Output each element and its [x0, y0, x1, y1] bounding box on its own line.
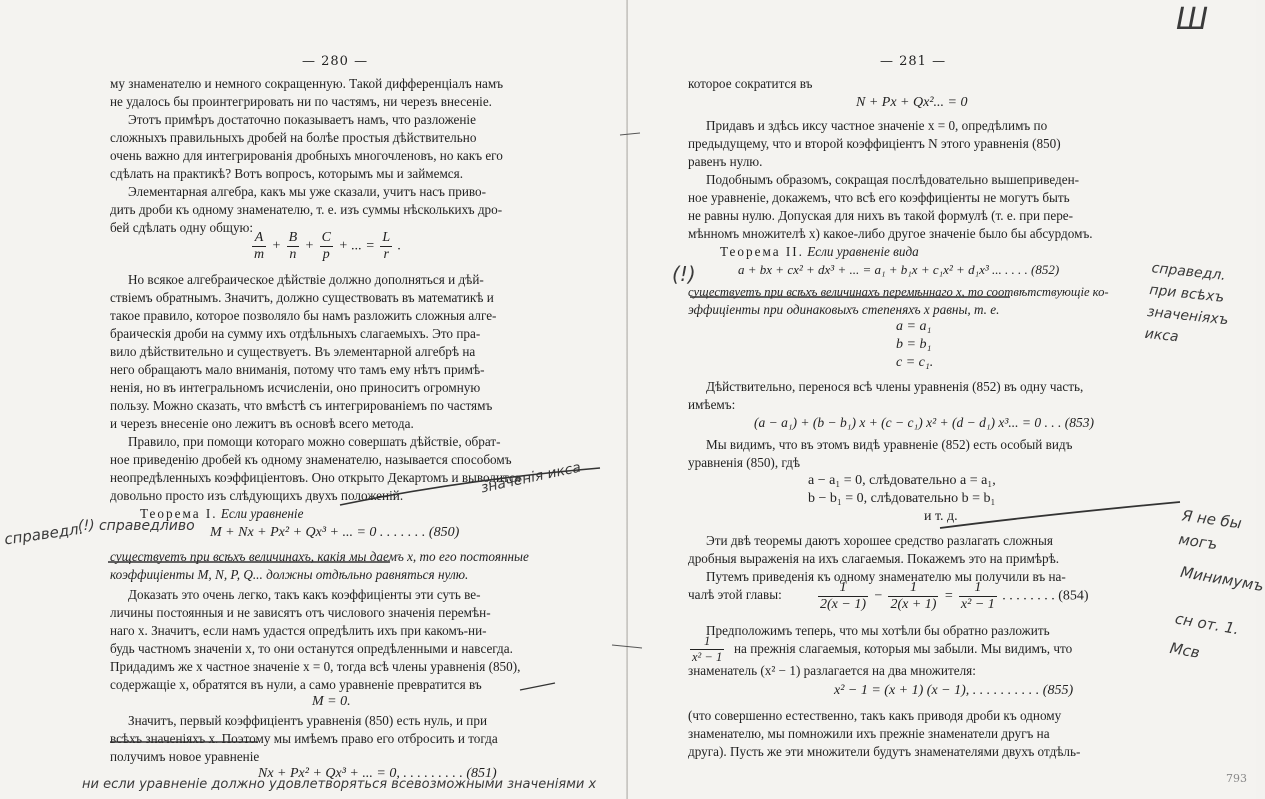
text-line: пользу. Можно сказать, что вмѣстѣ съ интегрированіемъ по частямъ: [110, 398, 493, 413]
text-line: Путемъ приведенія къ одному знаменателю мы получили въ на-: [706, 569, 1066, 584]
inline-fraction: $\frac{1}{\text{x² − 1}}$: [692, 634, 723, 664]
text-line: которое сократится въ: [688, 76, 813, 91]
text-line: личины постоянныя и не зависятъ отъ числового значенія перемѣн-: [110, 605, 491, 620]
theorem-heading: Теорема I. Если уравненіе: [140, 506, 304, 521]
handwritten-mark: Ш: [1176, 2, 1209, 37]
text-line: Придадимъ же x частное значеніе x = 0, тогда всѣ члены уравненія (850),: [110, 659, 521, 674]
text-line: ненія, но въ интегральномъ исчисленіи, оно приноситъ огромную: [110, 380, 481, 395]
handwritten-note: значенія икса: [479, 459, 583, 497]
handwritten-mark: (!): [672, 262, 696, 286]
text-line: эффиціенты при одинаковыхъ степеняхъ x равны, т. е.: [688, 302, 1000, 317]
system-line: b − b₁ = 0, слѣдовательно b = b₁: [808, 491, 996, 506]
text-line: неопредѣленныхъ коэффиціентовъ. Оно открыто Декартомъ и выводится: [110, 470, 521, 485]
text-line: Но всякое алгебраическое дѣйствіе должно дополняться и дѣй-: [128, 272, 484, 287]
text-line: Предположимъ теперь, что мы хотѣли бы обратно разложить: [706, 623, 1050, 638]
text-line: существуетъ при всѣхъ величинахъ перемѣннаго x, то соотвѣтствующіе ко-: [688, 285, 1109, 299]
text-line: довольно просто изъ слѣдующихъ двухъ положеній.: [110, 488, 404, 503]
text-line: сложныхъ правильныхъ дробей на болѣе простыя дѣйствительно: [110, 130, 477, 145]
text-line: наго x. Значитъ, если намъ удастся опредѣлить ихъ при какомъ-ни-: [110, 623, 487, 638]
text-line: Мы видимъ, что въ этомъ видѣ уравненіе (852) есть особый видъ: [706, 437, 1073, 452]
equation-855: x² − 1 = (x + 1) (x − 1), . . . . . . . . . . (855): [834, 683, 1074, 698]
corner-mark: 793: [1226, 772, 1247, 785]
equation-854: $\frac{1}{2(x - 1)}$ − $\frac{1}{2(x + 1)}$ = $\frac{1}{\text{x² − 1}}$ . . . . . . . . (854): [820, 580, 1089, 612]
handwritten-margin-note: справедл.: [3, 519, 85, 549]
text-line: получимъ новое уравненіе: [110, 749, 260, 764]
text-line: очень важно для интегрированія дробныхъ многочленовъ, но какъ его: [110, 148, 503, 163]
text-line: чалѣ этой главы:: [688, 587, 782, 602]
text-line: не равны нулю. Допуская для нихъ въ такой формулѣ (т. е. при пере-: [688, 208, 1074, 223]
system-line: c = c₁.: [896, 355, 934, 370]
page-number: — 280 —: [302, 54, 369, 69]
system-line: и т. д.: [924, 509, 958, 524]
text-line: му знаменателю и немного сокращенную. Такой дифференціалъ намъ: [110, 76, 504, 91]
text-line: Значитъ, первый коэффиціентъ уравненія (850) есть нуль, и при: [128, 713, 488, 728]
text-line: ствіемъ обратнымъ. Значитъ, должно существовать въ математикѣ и: [110, 290, 494, 305]
right-page: [628, 0, 1265, 799]
text-line: Этотъ примѣръ достаточно показываетъ намъ, что разложеніе: [128, 112, 476, 127]
equation-850: M + Nx + Px² + Qx³ + ... = 0 . . . . . . . (850): [210, 525, 460, 540]
equation: N + Px + Qx²... = 0: [856, 95, 968, 110]
text-line: ное приведенію дробей къ одному знаменателю, называется способомъ: [110, 452, 512, 467]
text-line: на прежнія слагаемыя, которыя мы забыли. Мы видимъ, что: [734, 641, 1073, 656]
equation-853: (a − a₁) + (b − b₁) x + (c − c₁) x² + (d − d₁) x³... = 0 . . . (853): [754, 415, 1095, 430]
text-line: Элементарная алгебра, какъ мы уже сказали, учитъ насъ приво-: [128, 184, 487, 199]
system-line: a − a₁ = 0, слѣдовательно a = a₁,: [808, 473, 996, 488]
equation-fraction-sum: $\frac{A}{m}$ + $\frac{B}{n}$ + $\frac{C}{p}$ + ... = $\frac{L}{r}$ .: [254, 230, 402, 262]
text-line: сдѣлать на практикѣ? Вотъ вопросъ, которымъ мы и займемся.: [110, 166, 464, 181]
text-line: него обращаютъ мало вниманія, потому что тамъ ему нѣтъ примѣ-: [110, 362, 485, 377]
handwritten-note: (!) справедливо: [78, 518, 195, 534]
text-line: дить дроби къ одному знаменателю, т. е. изъ суммы нѣсколькихъ дро-: [110, 202, 503, 217]
text-line: уравненія (850), гдѣ: [688, 455, 801, 470]
text-line: и черезъ внесеніе оно лежитъ въ основѣ всего метода.: [110, 416, 414, 431]
text-line: мѣнномъ множителѣ x) какое-либо другое значеніе было бы абсурдомъ.: [688, 226, 1093, 241]
text-line: дробныя выраженія на ихъ слагаемыя. Покажемъ это на примѣрѣ.: [688, 551, 1060, 566]
text-line: браическія дроби на сумму ихъ отдѣльныхъ слагаемыхъ. Это пра-: [110, 326, 481, 341]
text-line: имѣемъ:: [688, 397, 736, 412]
text-line: Подобнымъ образомъ, сокращая послѣдовательно вышеприведен-: [706, 172, 1080, 187]
text-line: коэффиціенты M, N, P, Q... должны отдѣльно равняться нулю.: [110, 567, 469, 582]
text-line: знаменатель (x² − 1) разлагается на два множителя:: [688, 663, 976, 678]
equation-851: Nx + Px² + Qx³ + ... = 0, . . . . . . . . . (851): [258, 766, 497, 781]
text-line: Доказать это очень легко, такъ какъ коэффиціенты эти суть ве-: [128, 587, 481, 602]
text-line: Придавъ и здѣсь иксу частное значеніе x = 0, опредѣлимъ по: [706, 118, 1048, 133]
handwritten-note: ни если уравненіе должно удовлетворяться всевозможными значеніями x: [82, 777, 597, 792]
text-line: содержащіе x, обратятся въ нули, а само уравненіе превратится въ: [110, 677, 482, 692]
text-line: Дѣйствительно, перенося всѣ члены уравненія (852) въ одну часть,: [706, 379, 1084, 394]
text-line: существуетъ при всѣхъ величинахъ, какія мы даемъ x, то его постоянные: [110, 549, 529, 564]
text-line: (что совершенно естественно, такъ какъ приводя дроби къ одному: [688, 708, 1062, 723]
text-line: знаменателю, мы помножили ихъ прежніе знаменатели другъ на: [688, 726, 1050, 741]
handwritten-margin-note: Минимумъ: [1179, 562, 1265, 596]
text-line: всѣхъ значеніяхъ x. Поэтому мы имѣемъ право его отбросить и тогда: [110, 731, 498, 746]
text-line: бей сдѣлать одну общую:: [110, 220, 254, 235]
left-page: [0, 0, 628, 799]
text-line: будь частномъ значеніи x, то они останутся опредѣленными и навсегда.: [110, 641, 513, 656]
text-line: не удалось бы проинтегрировать ни по частямъ, ни черезъ внесеніе.: [110, 94, 492, 109]
equation-m0: M = 0.: [312, 694, 351, 709]
system-line: b = b₁: [896, 337, 932, 352]
system-line: a = a₁: [896, 319, 932, 334]
text-line: Правило, при помощи котораго можно совершать дѣйствіе, обрат-: [128, 434, 501, 449]
text-line: предыдущему, что и второй коэффиціентъ N этого уравненія (850): [688, 136, 1061, 151]
handwritten-margin-note: справедл. при всѣхъ значеніяхъ икса: [1143, 260, 1230, 346]
equation-852: a + bx + cx² + dx³ + ... = a₁ + b₁x + c₁x² + d₁x³ ... . . . . (852): [738, 262, 1060, 277]
page-number: — 281 —: [880, 54, 947, 69]
text-line: ное уравненіе, докажемъ, что всѣ его коэффиціенты не могутъ быть: [688, 190, 1070, 205]
theorem-heading: Теорема II. Если уравненіе вида: [720, 244, 919, 259]
text-line: такое правило, которое позволяло бы намъ разложить сложныя алге-: [110, 308, 497, 323]
text-line: друга). Пусть же эти множители будутъ знаменателями двухъ отдѣль-: [688, 744, 1081, 759]
text-line: вило дѣйствительно и существуетъ. Въ элементарной алгебрѣ на: [110, 344, 476, 359]
handwritten-margin-note: сн от. 1. Мсв: [1168, 609, 1241, 662]
text-line: равенъ нулю.: [688, 154, 763, 169]
handwritten-margin-note: Я не бы могъ: [1177, 506, 1243, 554]
text-line: Эти двѣ теоремы даютъ хорошее средство разлагать сложныя: [706, 533, 1053, 548]
